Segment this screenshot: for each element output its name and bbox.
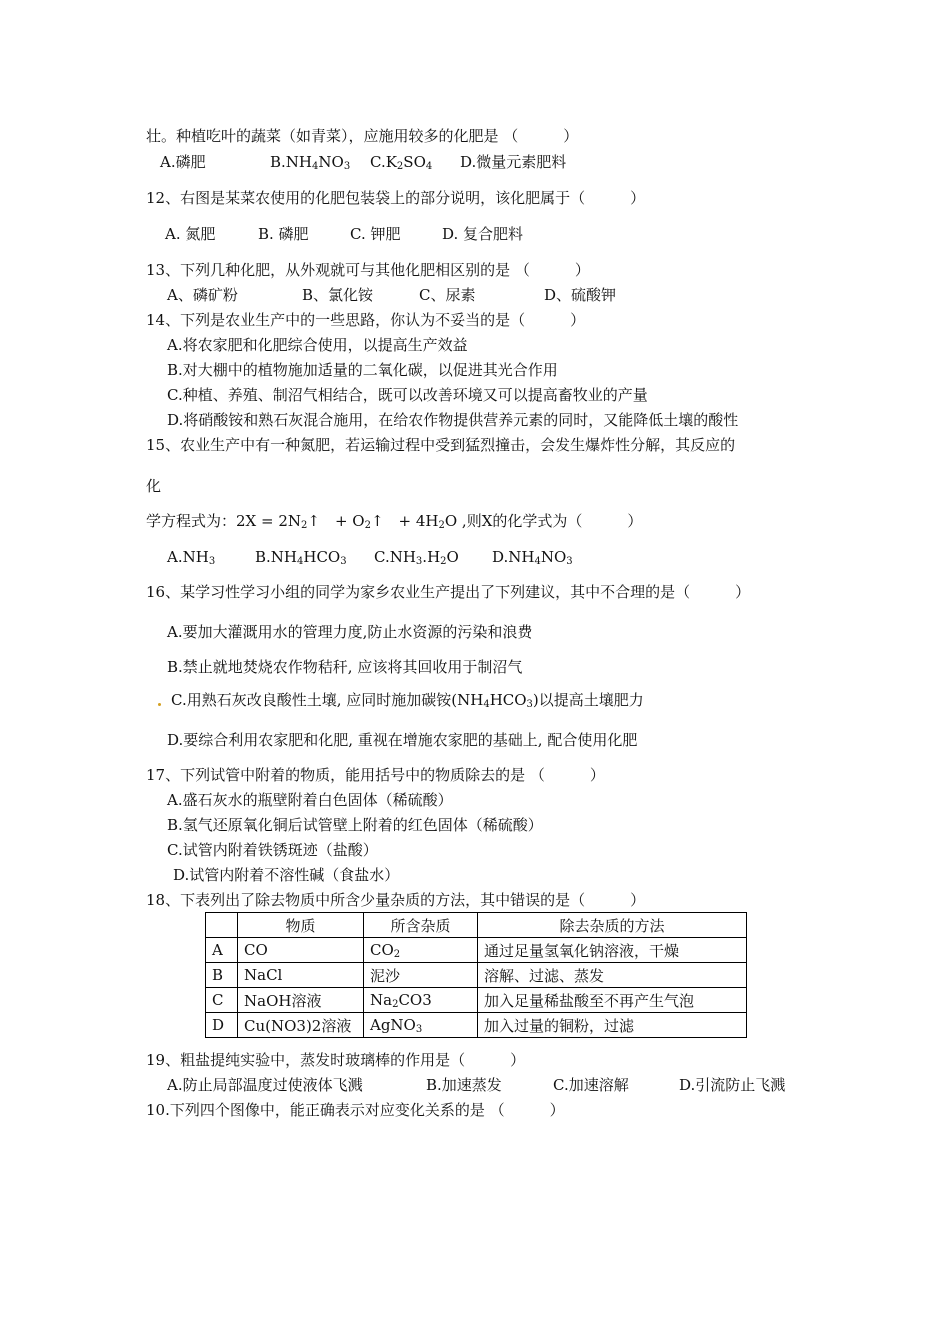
- q19-stem: 19、粗盐提纯实验中，蒸发时玻璃棒的作用是（ ）: [146, 1051, 526, 1069]
- q12-options: [165, 224, 523, 244]
- q16-option-c: C.用熟石灰改良酸性土壤, 应同时施加碳铵$(NH_4HCO_3)$以提高土壤肥力: [171, 691, 644, 710]
- q11-option-d: D.微量元素肥料: [460, 153, 567, 171]
- q13-option-c: C、尿素: [419, 286, 476, 304]
- q13-option-a: A、磷矿粉: [167, 286, 238, 304]
- q11-option-a: A.磷肥: [160, 153, 206, 171]
- table-cell-key: D: [206, 1013, 238, 1038]
- q17-option-c: C.试管内附着铁锈斑迹（盐酸）: [167, 841, 378, 859]
- table-cell-impurity: $Na_2CO3$: [364, 988, 478, 1013]
- q19-option-b: B.加速蒸发: [426, 1076, 502, 1094]
- q11-options: [160, 152, 566, 172]
- table-cell-key: B: [206, 963, 238, 988]
- table-cell-substance: NaCl: [238, 963, 364, 988]
- q14-option-d: D.将硝酸铵和熟石灰混合施用，在给农作物提供营养元素的同时，又能降低土壤的酸性: [167, 411, 739, 429]
- q12-option-b: B. 磷肥: [258, 225, 309, 243]
- table-cell-impurity: AgNO$_3$: [364, 1013, 478, 1038]
- table-cell-substance: Cu(NO3)2溶液: [238, 1013, 364, 1038]
- table-cell-substance: NaOH溶液: [238, 988, 364, 1013]
- q17-option-d: D.试管内附着不溶性碱（食盐水）: [173, 866, 400, 884]
- q14-stem: 14、下列是农业生产中的一些思路，你认为不妥当的是（ ）: [146, 311, 586, 329]
- q19-options: [167, 1075, 785, 1095]
- q19-option-a: A.防止局部温度过使液体飞溅: [167, 1076, 363, 1094]
- q12-stem: 12、右图是某菜农使用的化肥包装袋上的部分说明，该化肥属于（ ）: [146, 189, 646, 207]
- q11-stem: 壮。种植吃叶的蔬菜（如青菜），应施用较多的化肥是 （ ）: [146, 127, 579, 145]
- table-cell-method: 溶解、过滤、蒸发: [478, 963, 747, 988]
- q14-option-a: A.将农家肥和化肥综合使用，以提高生产效益: [167, 336, 468, 354]
- q11-option-b: $B.NH_4NO_3$: [270, 153, 351, 172]
- impurity-table: [205, 912, 747, 1038]
- q13-options: [167, 285, 616, 305]
- stray-mark: [158, 703, 161, 706]
- table-cell-method: 加入足量稀盐酸至不再产生气泡: [478, 988, 747, 1013]
- table-cell-key: A: [206, 938, 238, 963]
- table-row: [206, 938, 747, 963]
- q11-option-c: $C.K_2SO_4$: [370, 153, 433, 172]
- q15-option-d: $D.NH_4NO_3$: [492, 548, 573, 567]
- q10-stem: 10.下列四个图像中，能正确表示对应变化关系的是 （ ）: [146, 1101, 565, 1119]
- table-header-cell: 所含杂质: [364, 913, 478, 938]
- q12-option-a: A. 氮肥: [165, 225, 216, 243]
- q15-option-b: $B.NH_4HCO_3$: [255, 548, 347, 567]
- q15-stem-line2: 化: [146, 477, 162, 495]
- table-cell-key: C: [206, 988, 238, 1013]
- q16-option-b: B.禁止就地焚烧农作物秸秆, 应该将其回收用于制沼气: [167, 658, 523, 676]
- table-cell-impurity: $CO_2$: [364, 938, 478, 963]
- q16-option-d: D.要综合利用农家肥和化肥, 重视在增施农家肥的基础上, 配合使用化肥: [167, 731, 638, 749]
- q13-option-d: D、硫酸钾: [544, 286, 617, 304]
- q18-stem: 18、下表列出了除去物质中所含少量杂质的方法，其中错误的是（ ）: [146, 891, 646, 909]
- table-header-cell: 除去杂质的方法: [478, 913, 747, 938]
- q15-equation: 学方程式为：$2X = 2N_2↑$ + $O_2↑$ + $4H_2O$ ,则X的化学式为（ ）: [146, 512, 643, 531]
- table-cell-method: 通过足量氢氧化钠溶液，干燥: [478, 938, 747, 963]
- q15-option-a: $A.NH_3$: [167, 548, 216, 567]
- q13-option-b: B、氯化铵: [302, 286, 374, 304]
- q15-stem-line1: 15、农业生产中有一种氮肥，若运输过程中受到猛烈撞击，会发生爆炸性分解，其反应的: [146, 436, 736, 454]
- q19-option-c: C.加速溶解: [553, 1076, 629, 1094]
- q14-option-c: C.种植、养殖、制沼气相结合，既可以改善环境又可以提高畜牧业的产量: [167, 386, 648, 404]
- table-cell-substance: CO: [238, 938, 364, 963]
- q19-option-d: D.引流防止飞溅: [679, 1076, 786, 1094]
- table-row: [206, 963, 747, 988]
- table-cell-impurity: 泥沙: [364, 963, 478, 988]
- q15-options: [167, 547, 573, 567]
- q16-stem: 16、某学习性学习小组的同学为家乡农业生产提出了下列建议，其中不合理的是（ ）: [146, 583, 751, 601]
- q14-option-b: B.对大棚中的植物施加适量的二氧化碳，以促进其光合作用: [167, 361, 558, 379]
- table-header-cell: 物质: [238, 913, 364, 938]
- q17-option-a: A.盛石灰水的瓶壁附着白色固体（稀硫酸）: [167, 791, 453, 809]
- q12-option-d: D. 复合肥料: [442, 225, 524, 243]
- table-row: [206, 1013, 747, 1038]
- q17-option-b: B.氢气还原氧化铜后试管壁上附着的红色固体（稀硫酸）: [167, 816, 543, 834]
- q13-stem: 13、下列几种化肥，从外观就可与其他化肥相区别的是 （ ）: [146, 261, 590, 279]
- q12-option-c: C. 钾肥: [350, 225, 401, 243]
- table-header-cell: [206, 913, 238, 938]
- q15-option-c: $C.NH_3.H_2O$: [374, 548, 459, 567]
- q16-option-a: A.要加大灌溉用水的管理力度,防止水资源的污染和浪费: [167, 623, 533, 641]
- table-cell-method: 加入过量的铜粉，过滤: [478, 1013, 747, 1038]
- table-row: [206, 988, 747, 1013]
- table-header-row: [206, 913, 747, 938]
- q17-stem: 17、下列试管中附着的物质，能用括号中的物质除去的是 （ ）: [146, 766, 605, 784]
